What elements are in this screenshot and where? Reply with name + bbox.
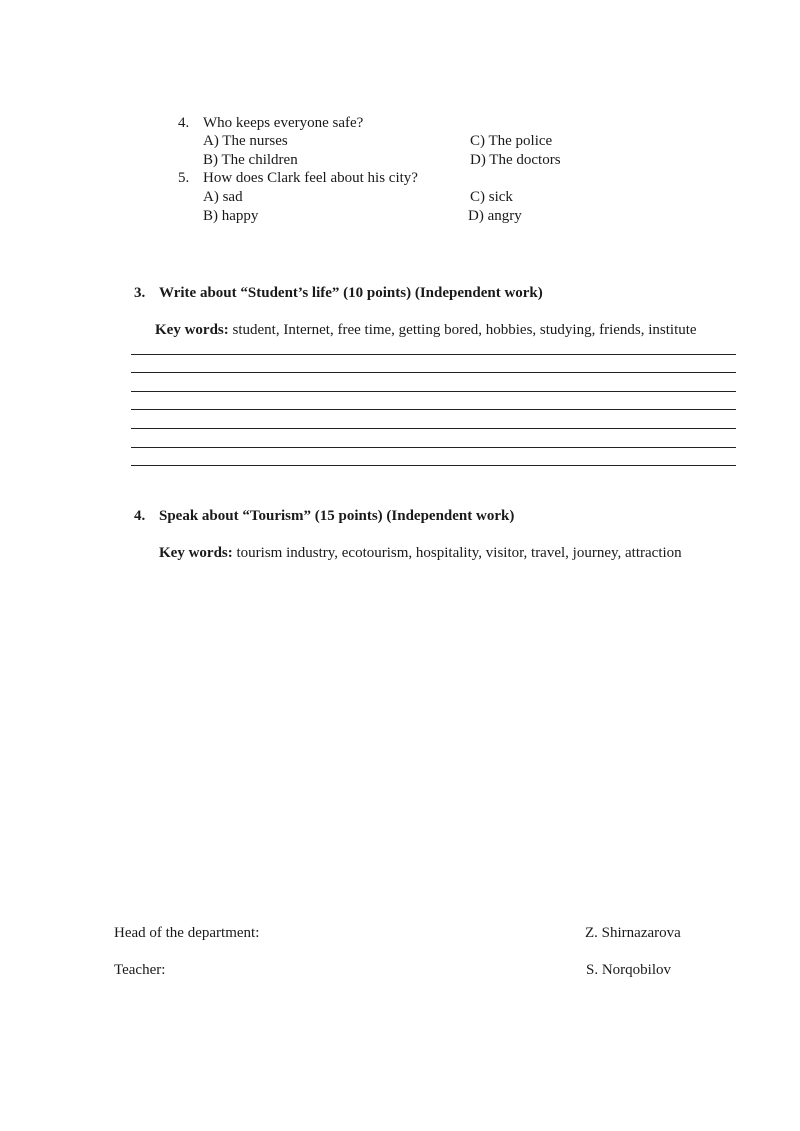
writing-line xyxy=(131,428,736,429)
section-number: 4. xyxy=(134,508,146,524)
teacher-name: S. Norqobilov xyxy=(586,962,672,978)
key-words-label: Key words: xyxy=(155,322,229,338)
question-number: 5. xyxy=(178,170,190,186)
key-words-list: student, Internet, free time, getting bored, hobbies, studying, friends, institute xyxy=(228,322,697,338)
answer-option-b: B) The children xyxy=(203,152,298,168)
key-words-label: Key words: xyxy=(159,545,233,561)
answer-option-d: D) angry xyxy=(468,208,522,224)
answer-option-d: D) The doctors xyxy=(470,152,561,168)
question-number: 4. xyxy=(178,115,190,131)
answer-option-c: C) sick xyxy=(470,189,513,205)
answer-option-c: C) The police xyxy=(470,133,553,149)
writing-line xyxy=(131,465,736,466)
teacher-label: Teacher: xyxy=(114,962,166,978)
section-title: Speak about “Tourism” (15 points) (Independent work) xyxy=(159,508,515,524)
writing-line xyxy=(131,391,736,392)
answer-option-b: B) happy xyxy=(203,208,259,224)
answer-option-a: A) sad xyxy=(203,189,243,205)
writing-line xyxy=(131,372,736,373)
answer-option-a: A) The nurses xyxy=(203,133,288,149)
key-words-list: tourism industry, ecotourism, hospitality, visitor, travel, journey, attraction xyxy=(232,545,682,561)
question-text: How does Clark feel about his city? xyxy=(203,170,418,186)
key-words-line xyxy=(159,544,682,562)
writing-line xyxy=(131,354,736,355)
section-number: 3. xyxy=(134,285,146,301)
question-text: Who keeps everyone safe? xyxy=(203,115,364,131)
head-of-department-label: Head of the department: xyxy=(114,925,260,941)
writing-line xyxy=(131,447,736,448)
key-words-line xyxy=(155,321,697,339)
writing-line xyxy=(131,409,736,410)
section-title: Write about “Student’s life” (10 points) (Independent work) xyxy=(159,285,543,301)
head-of-department-name: Z. Shirnazarova xyxy=(585,925,681,941)
